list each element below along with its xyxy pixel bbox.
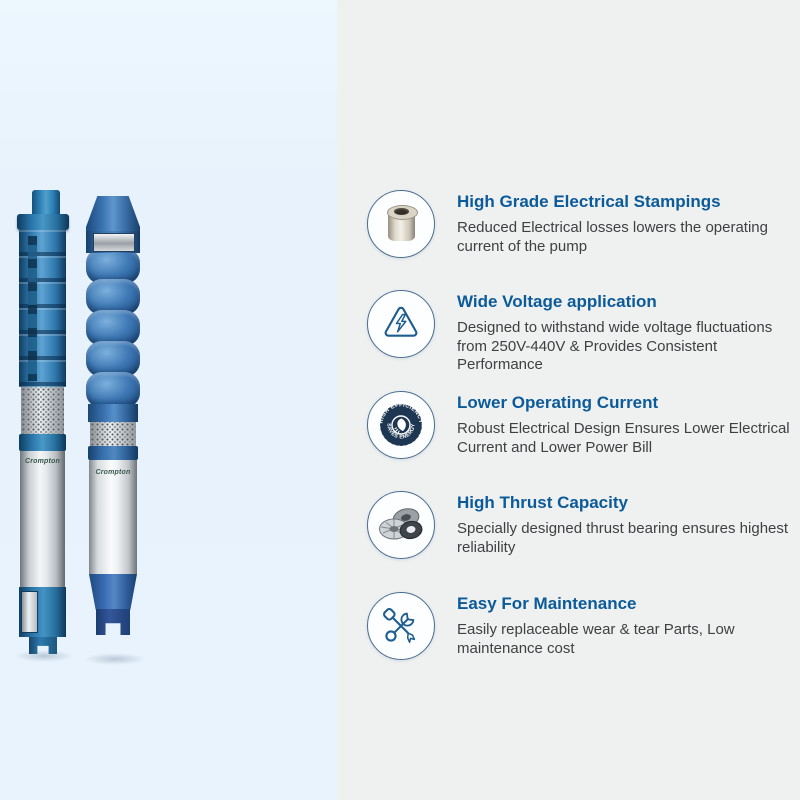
feature-text <box>457 491 797 557</box>
feature-title: Wide Voltage application <box>457 292 657 311</box>
feature-description: Easily replaceable wear & tear Parts, Low maintenance cost <box>457 621 735 657</box>
feature-row-lower-current <box>367 391 797 459</box>
feature-title: High Grade Electrical Stampings <box>457 192 721 211</box>
product-image-panel <box>0 0 337 800</box>
pump-shadow <box>84 653 146 665</box>
efficiency-badge-icon <box>378 402 424 448</box>
feature-text <box>457 290 797 375</box>
pump-suction-strainer <box>90 422 136 446</box>
feature-text <box>457 391 797 457</box>
feature-row-thrust-capacity <box>367 491 797 559</box>
svg-text:HIGH EFFICIENCY: HIGH EFFICIENCY <box>378 402 424 425</box>
svg-text:SAVES ENERGY: SAVES ENERGY <box>385 423 417 441</box>
pump-motor-body <box>89 460 137 574</box>
feature-icon-circle <box>367 190 435 258</box>
feature-icon-circle <box>367 491 435 559</box>
pump-impeller-stack <box>19 230 66 387</box>
submersible-pump-image <box>86 196 140 658</box>
feature-icon-circle <box>367 391 435 459</box>
pump-top-flange <box>17 214 69 230</box>
submersible-pump-cutaway-image <box>17 190 69 655</box>
pump-motor-body <box>20 451 65 587</box>
pump-shadow <box>14 650 74 662</box>
feature-description: Specially designed thrust bearing ensures highest reliability <box>457 520 789 556</box>
pump-stage-bowl <box>86 372 140 408</box>
thrust-bearing-icon <box>377 504 425 546</box>
feature-text <box>457 190 797 256</box>
feature-row-electrical-stampings <box>367 190 797 258</box>
pump-foot <box>96 609 130 635</box>
feature-description: Designed to withstand wide voltage fluctuations from 250V-440V & Provides Consistent Performance <box>457 319 773 373</box>
feature-icon-circle <box>367 290 435 358</box>
feature-text <box>457 592 797 658</box>
pump-adapter-ring <box>88 404 138 422</box>
features-panel <box>337 0 800 800</box>
feature-icon-circle <box>367 592 435 660</box>
feature-row-wide-voltage <box>367 290 797 375</box>
maintenance-tools-icon <box>380 605 422 647</box>
feature-title: Lower Operating Current <box>457 393 659 412</box>
pump-coupling-ring <box>19 434 66 451</box>
feature-description: Robust Electrical Design Ensures Lower Electrical Current and Lower Power Bill <box>457 420 790 456</box>
feature-row-easy-maintenance <box>367 592 797 660</box>
pump-discharge-cap <box>32 190 60 216</box>
brand-logo: Crompton <box>95 469 131 476</box>
brand-logo: Crompton <box>24 458 61 465</box>
high-voltage-icon <box>381 305 421 343</box>
pump-valve-section <box>86 231 140 253</box>
feature-description: Reduced Electrical losses lowers the operating current of the pump <box>457 219 768 255</box>
pump-discharge-neck <box>86 196 140 232</box>
pump-motor-base <box>89 574 137 610</box>
pump-coupling-ring <box>88 446 138 460</box>
feature-title: High Thrust Capacity <box>457 493 628 512</box>
pump-motor-base <box>19 587 66 637</box>
stamping-core-icon <box>388 211 415 241</box>
pump-suction-strainer <box>21 387 64 434</box>
feature-title: Easy For Maintenance <box>457 594 637 613</box>
